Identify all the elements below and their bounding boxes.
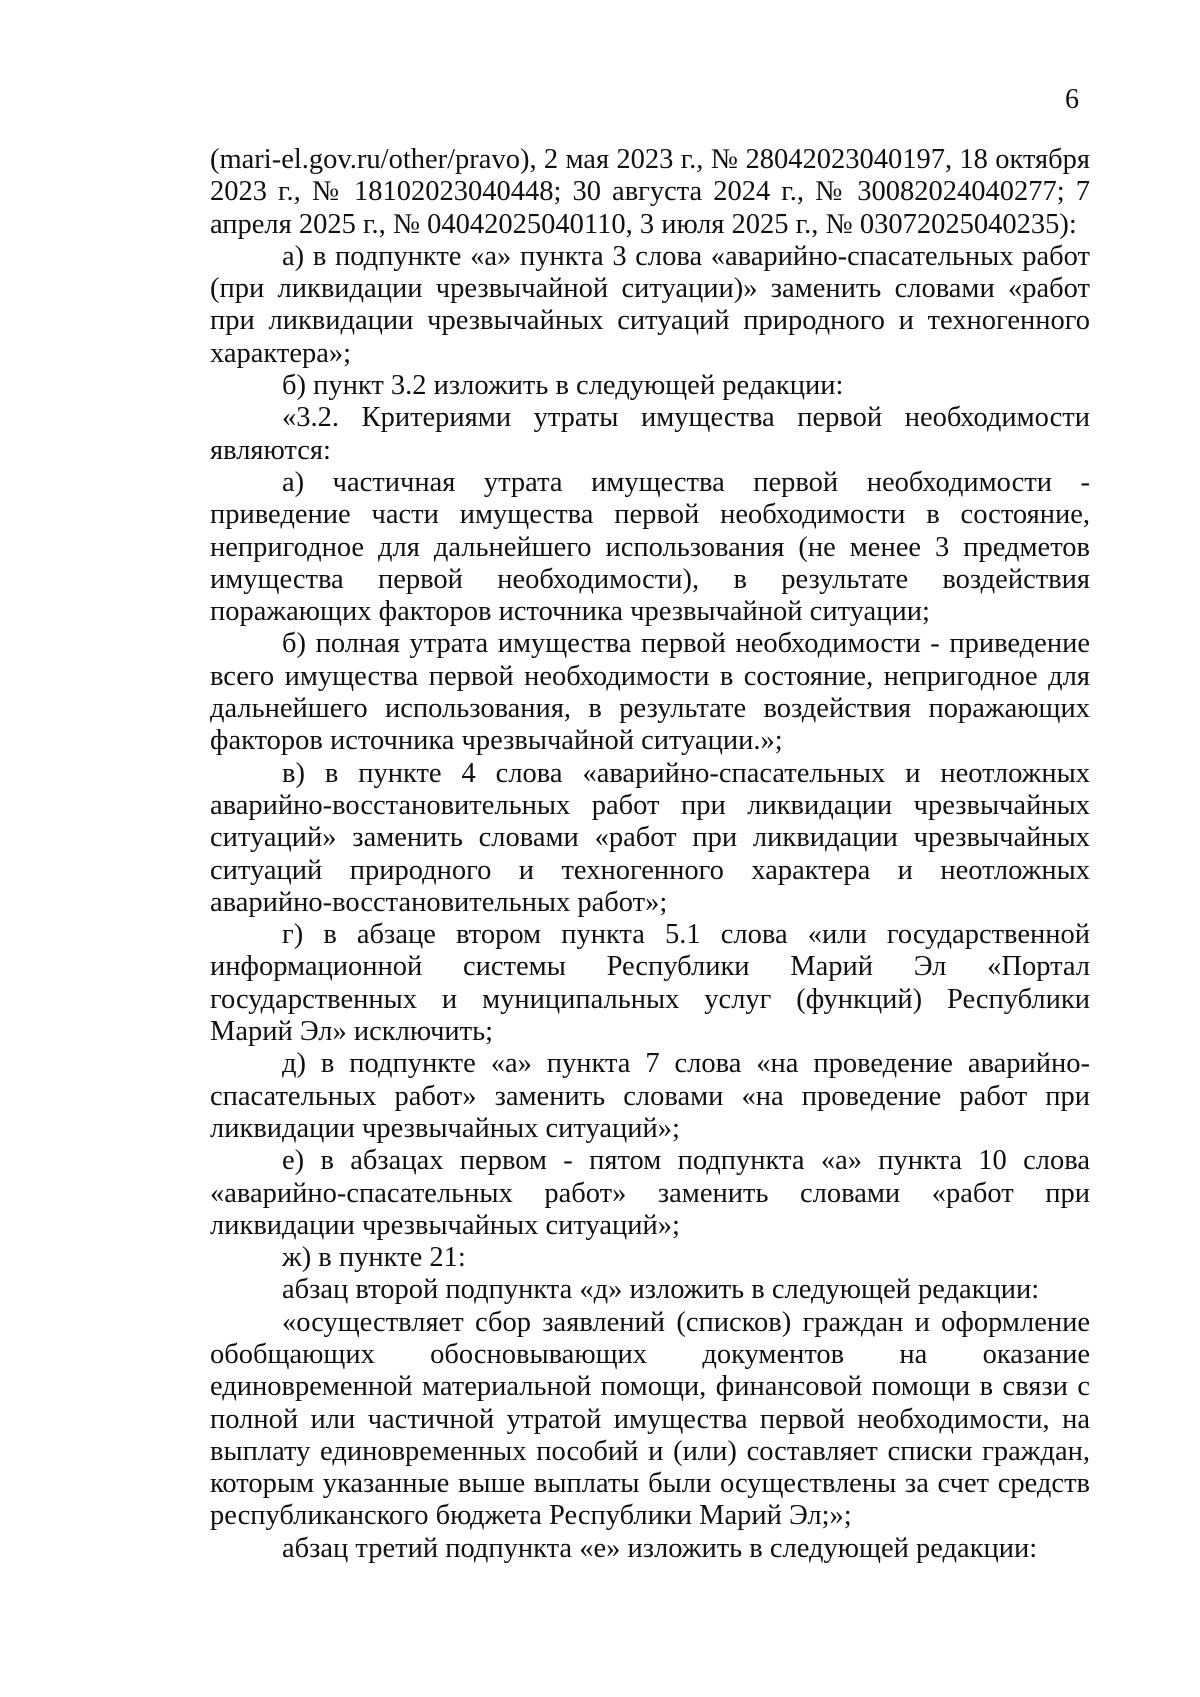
paragraph: «осуществляет сбор заявлений (списков) граждан и оформление обобщающих обосновывающих документов на оказание единовременной материальной помощи, финансовой помощи в связи с полной или частичной утратой имущества первой необходимости, на выплату единовременных пособий и (или) составляет списки граждан, которым указанные выше выплаты были осуществлены за счет средств республиканского бюджета Республики Марий Эл;»; bbox=[210, 1306, 1090, 1532]
paragraph: д) в подпункте «а» пункта 7 слова «на проведение аварийно-спасательных работ» заменить словами «на проведение работ при ликвидации чрезвычайных ситуаций»; bbox=[210, 1048, 1090, 1144]
paragraph: в) в пункте 4 слова «аварийно-спасательных и неотложных аварийно-восстановительных работ при ликвидации чрезвычайных ситуаций» заменить словами «работ при ликвидации чрезвычайных ситуаций природного и техногенного характера и неотложных аварийно-восстановительных работ»; bbox=[210, 757, 1090, 918]
paragraph: г) в абзаце втором пункта 5.1 слова «или государственной информационной системы Республики Марий Эл «Портал государственных и муниципальных услуг (функций) Республики Марий Эл» исключить; bbox=[210, 919, 1090, 1048]
page-number: 6 bbox=[1065, 84, 1079, 115]
document-body bbox=[210, 144, 1090, 1565]
paragraph: «3.2. Критериями утраты имущества первой необходимости являются: bbox=[210, 402, 1090, 466]
paragraph: е) в абзацах первом - пятом подпункта «а» пункта 10 слова «аварийно-спасательных работ» заменить словами «работ при ликвидации чрезвычайных ситуаций»; bbox=[210, 1145, 1090, 1241]
paragraph: абзац третий подпункта «е» изложить в следующей редакции: bbox=[282, 1532, 1038, 1564]
paragraph: (mari-el.gov.ru/other/pravo), 2 мая 2023 г., № 28042023040197, 18 октября 2023 г., № 18102023040448; 30 августа 2024 г., № 30082024040277; 7 апреля 2025 г., № 04042025040110, 3 июля 2025 г., № 03072025040235): bbox=[210, 144, 1090, 240]
paragraph: б) пункт 3.2 изложить в следующей редакции: bbox=[282, 370, 844, 402]
paragraph: а) в подпункте «а» пункта 3 слова «аварийно-спасательных работ (при ликвидации чрезвычайной ситуации)» заменить словами «работ при ликвидации чрезвычайных ситуаций природного и техногенного характера»; bbox=[210, 240, 1090, 369]
paragraph: абзац второй подпункта «д» изложить в следующей редакции: bbox=[282, 1274, 1040, 1306]
paragraph: ж) в пункте 21: bbox=[282, 1242, 466, 1274]
paragraph: а) частичная утрата имущества первой необходимости - приведение части имущества первой необходимости в состояние, непригодное для дальнейшего использования (не менее 3 предметов имущества первой необходимости), в результате воздействия поражающих факторов источника чрезвычайной ситуации; bbox=[210, 466, 1090, 628]
paragraph: б) полная утрата имущества первой необходимости - приведение всего имущества первой необходимости в состояние, непригодное для дальнейшего использования, в результате воздействия поражающих факторов источника чрезвычайной ситуации.»; bbox=[210, 628, 1090, 757]
